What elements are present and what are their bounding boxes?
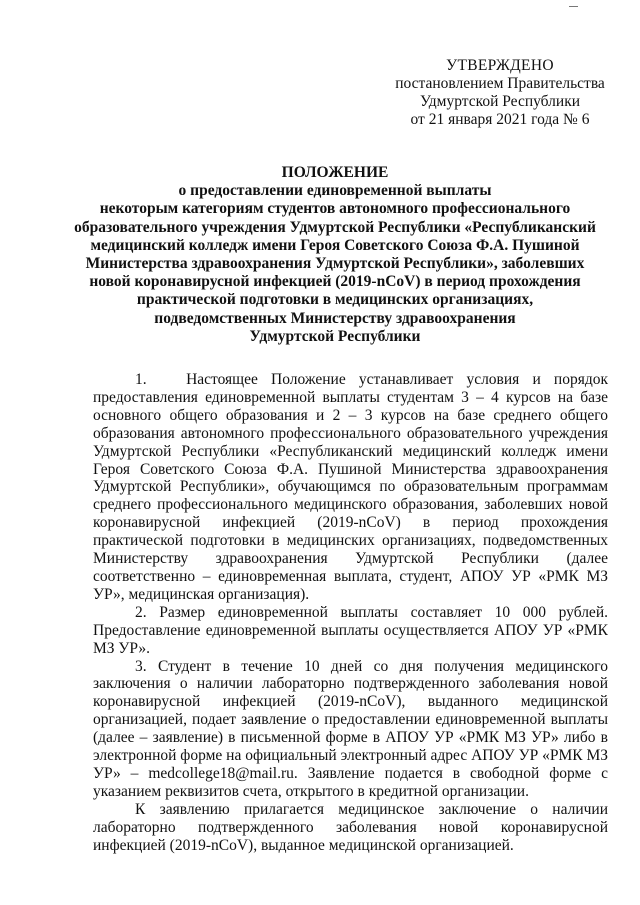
scan-mark bbox=[569, 6, 578, 7]
title-line: подведомственных Министерству здравоохранения bbox=[154, 309, 516, 327]
title-heading: ПОЛОЖЕНИЕ bbox=[281, 164, 389, 181]
title-line: Министерства здравоохранения Удмуртской Республики», заболевших bbox=[85, 255, 585, 273]
paragraph-2: 2. Размер единовременной выплаты составляет 10 000 рублей. Предоставление единовременной выплаты осуществляется АПОУ УР «РМК МЗ УР». bbox=[93, 603, 608, 657]
paragraph-3: 3. Студент в течение 10 дней со дня получения медицинского заключения о наличии лабораторно подтвержденного заболевания новой коронавирусной инфекцией (2019-nCoV), выданного медицинской организацией, подает заявление о предоставлении единовременной выплаты (далее – заявление) в письменной форме в АПОУ УР «РМК МЗ УР» либо в электронной форме на официальный электронный адрес АПОУ УР «РМК МЗ УР» – medcollege18@mail.ru. Заявление подается в свободной форме с указанием реквизитов счета, открытого в кредитной организации. bbox=[93, 657, 609, 800]
approval-stamp bbox=[380, 57, 620, 129]
paragraph-1: 1. Настоящее Положение устанавливает условия и порядок предоставления единовременной выплаты студентам 3 – 4 курсов на базе основного общего образования и 2 – 3 курсов на базе среднего общего образования автономного профессионального образовательного учреждения Удмуртской Республики «Республиканский медицинский колледж имени Героя Советского Союза Ф.А. Пушиной Министерства здравоохранения Удмуртской Республики», обучающимся по образовательным программам среднего профессионального медицинского образования, заболевших новой коронавирусной инфекцией (2019-nCoV) в период прохождения практической подготовки в медицинских организациях, подведомственных Министерству здравоохранения Удмуртской Республики (далее соответственно – единовременная выплата, студент, АПОУ УР «РМК МЗ УР», медицинская организация). bbox=[93, 371, 608, 603]
approval-issuer: постановлением Правительства bbox=[395, 75, 605, 92]
document-body bbox=[93, 371, 608, 854]
paragraph-3-attachment: К заявлению прилагается медицинское заключение о наличии лабораторно подтвержденного заболевания новой коронавирусной инфекцией (2019-nCoV), выданное медицинской организацией. bbox=[93, 800, 608, 854]
title-line: некоторым категориям студентов автономного профессионального bbox=[99, 200, 571, 218]
approval-date: от 21 января 2021 года № 6 bbox=[410, 111, 590, 128]
title-line: образовательного учреждения Удмуртской Республики «Республиканский bbox=[74, 218, 596, 236]
title-line: практической подготовки в медицинских организациях, bbox=[136, 291, 534, 309]
title-line: Удмуртской Республики bbox=[249, 327, 421, 345]
title-line: медицинский колледж имени Героя Советского Союза Ф.А. Пушиной bbox=[90, 236, 580, 254]
title-line: о предоставлении единовременной выплаты bbox=[178, 182, 492, 200]
document-title bbox=[70, 164, 600, 346]
approval-title: УТВЕРЖДЕНО bbox=[446, 57, 554, 74]
title-line: новой коронавирусной инфекцией (2019-nCoV) в период прохождения bbox=[89, 273, 581, 291]
approval-region: Удмуртской Республики bbox=[419, 93, 581, 110]
